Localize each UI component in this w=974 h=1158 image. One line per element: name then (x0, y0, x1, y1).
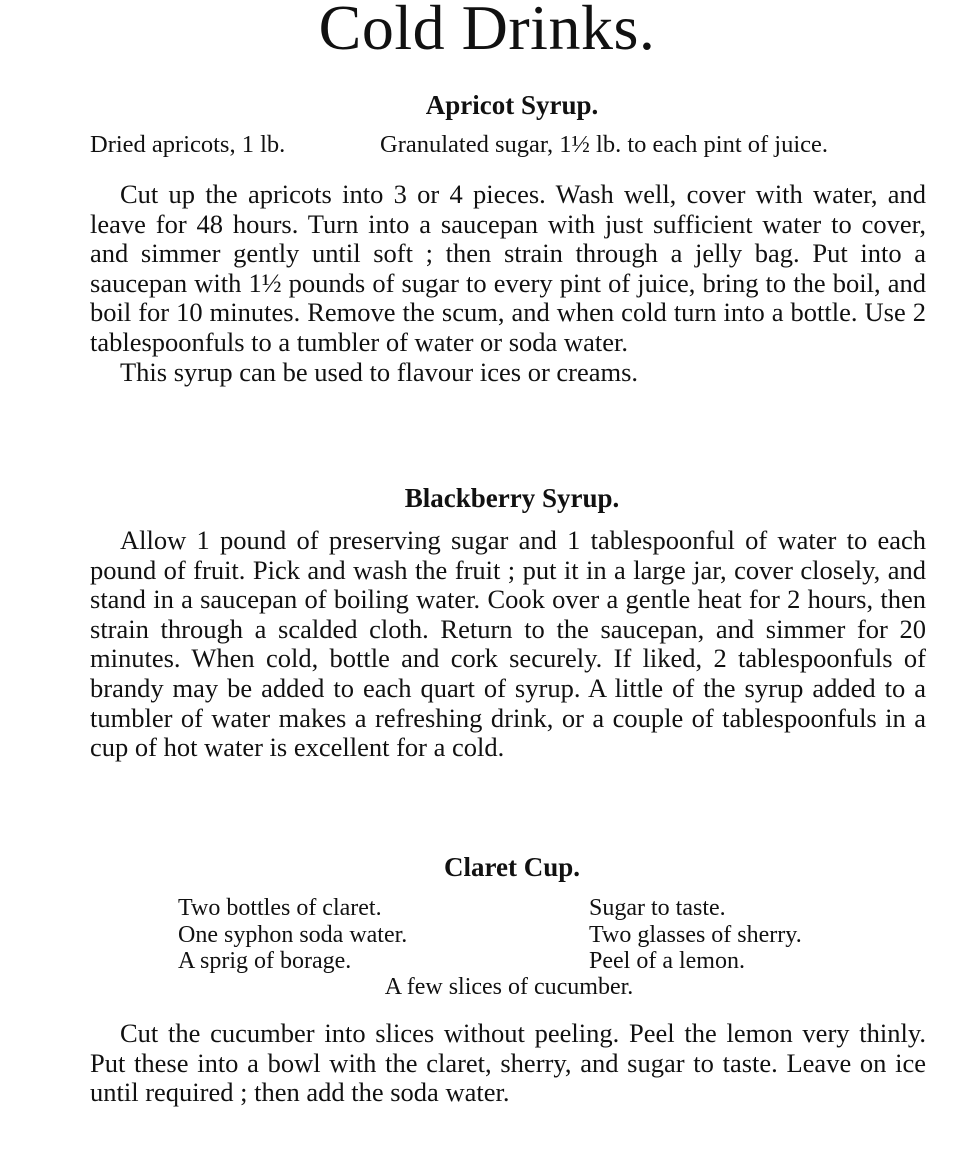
ingredient-item: A sprig of borage. (178, 948, 352, 974)
recipe-title-claret-cup: Claret Cup. (443, 852, 580, 882)
page-title: Cold Drinks. (318, 0, 656, 63)
paragraph: Cut the cucumber into slices without peeling. Peel the lemon very thinly. Put these into a bowl with the claret, sherry, and sugar to taste. Leave on ice until required ; then add the soda water. (90, 1018, 926, 1108)
ingredients-apricot-syrup (90, 131, 930, 159)
paragraph: Allow 1 pound of preserving sugar and 1 tablespoonful of water to each pound of fruit. Pick and wash the fruit ; put it in a large jar, cover closely, and stand in a saucepan of boiling water. Cook over a gentle heat for 2 hours, then strain through a scalded cloth. Return to the saucepan, and simmer for 20 minutes. When cold, bottle and cork securely. If liked, 2 tablespoonfuls of brandy may be added to each quart of syrup. A little of the syrup added to a tumbler of water makes a refreshing drink, or a couple of tablespoonfuls in a cup of hot water is excellent for a cold. (90, 525, 926, 763)
ingredient-row (178, 895, 878, 922)
ingredient-row (178, 948, 878, 975)
paragraph: Cut up the apricots into 3 or 4 pieces. Wash well, cover with water, and leave for 48 hours. Turn into a saucepan with just sufficient water to cover, and simmer gently until soft ; then strain through a jelly bag. Put into a saucepan with 1½ pounds of sugar to every pint of juice, bring to the boil, and boil for 10 minutes. Remove the scum, and when cold turn into a bottle. Use 2 tablespoonfuls to a tumbler of water or soda water. (90, 179, 926, 357)
recipe-body-blackberry-syrup (90, 526, 926, 763)
ingredient-item: Granulated sugar, 1½ lb. to each pint of juice. (380, 131, 829, 158)
ingredient-item-centered: A few slices of cucumber. (384, 974, 634, 1000)
recipe-title-apricot-syrup: Apricot Syrup. (425, 90, 599, 120)
ingredients-claret-cup (178, 895, 878, 975)
ingredient-item: Two bottles of claret. (178, 895, 382, 921)
ingredient-item: Dried apricots, 1 lb. (90, 131, 286, 158)
ingredient-row (178, 922, 878, 949)
ingredient-item: One syphon soda water. (178, 921, 408, 948)
recipe-body-claret-cup (90, 1019, 926, 1108)
ingredient-item: Peel of a lemon. (589, 948, 745, 974)
recipe-title-blackberry-syrup: Blackberry Syrup. (404, 483, 620, 513)
paragraph: This syrup can be used to flavour ices or creams. (120, 356, 639, 387)
ingredient-item: Two glasses of sherry. (589, 921, 802, 948)
ingredient-item: Sugar to taste. (589, 895, 726, 921)
recipe-body-apricot-syrup (90, 180, 926, 387)
